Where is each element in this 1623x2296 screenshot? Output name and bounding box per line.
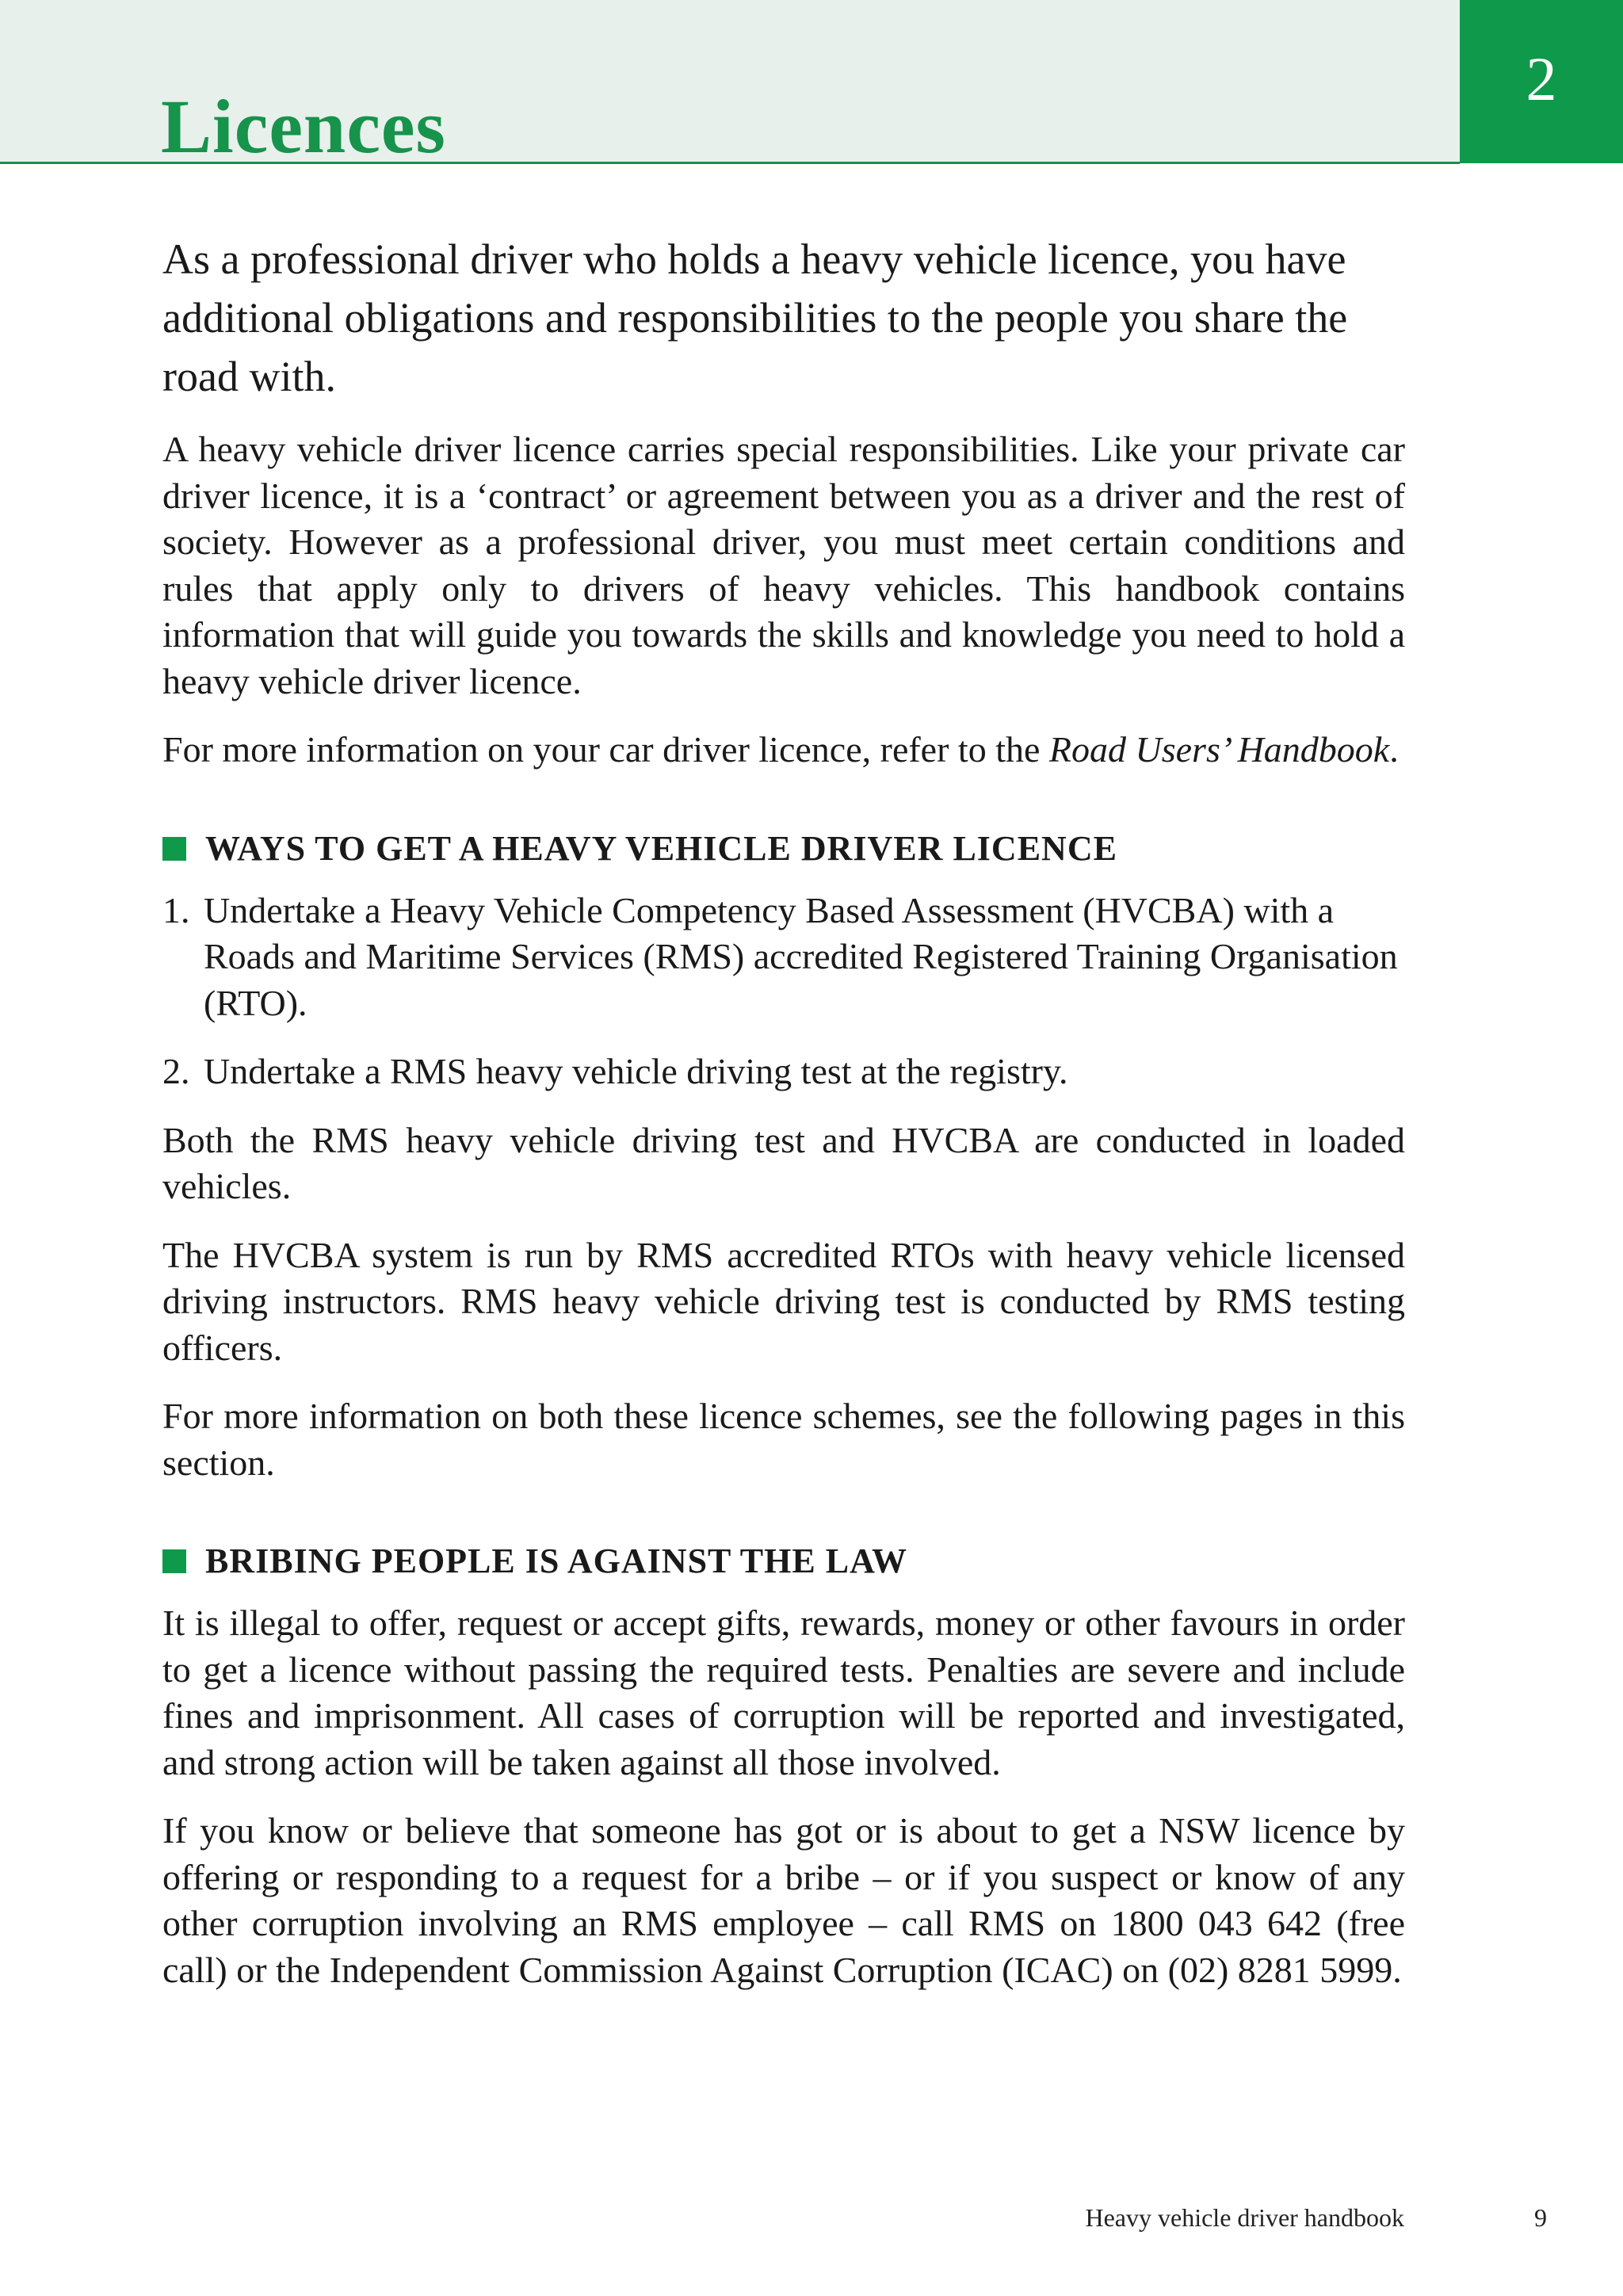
list-item-number: 1. (162, 889, 190, 930)
section-heading-bribing-label: BRIBING PEOPLE IS AGAINST THE LAW (205, 1541, 907, 1580)
ways-paragraph-1: Both the RMS heavy vehicle driving test and HVCBA are conducted in loaded vehicles. (162, 1119, 1405, 1206)
page-title: Licences (161, 84, 446, 169)
list-item-text: Undertake a RMS heavy vehicle driving test at the registry. (204, 1051, 1068, 1091)
bribing-paragraph-1: It is illegal to offer, request or accept gifts, rewards, money or other favours in order to get a licence without passing the required tests. Penalties are severe and include fines and imprisonment. All cases of corruption will be reported and investigated, and strong action will be taken against all those involved. (162, 1603, 1405, 1782)
bribing-paragraph-2: If you know or believe that someone has got or is about to get a NSW licence by offering or responding to a request for a bribe – or if you suspect or know of any other corruption involving an RMS employee – call RMS on 1800 043 642 (free call) or the Independent Commission Against Corruption (ICAC) on (02) 8281 5999. (162, 1810, 1405, 1990)
list-item-number: 2. (162, 1051, 190, 1091)
green-square-bullet-icon (162, 1549, 186, 1573)
green-square-bullet-icon (162, 837, 186, 861)
intro-paragraph-2-suffix: . (1389, 729, 1399, 770)
road-users-handbook-title: Road Users’ Handbook (1048, 729, 1390, 770)
intro-lead: As a professional driver who holds a heavy vehicle licence, you have additional obligations and responsibilities to the people you share the road with. (162, 235, 1348, 400)
intro-paragraph-1: A heavy vehicle driver licence carries special responsibilities. Like your private car driver licence, it is a ‘contract’ or agreement between you as a driver and the rest of society. However as a professional driver, you must meet certain conditions and rules that apply only to drivers of heavy vehicles. This handbook contains information that will guide you towards the skills and knowledge you need to hold a heavy vehicle driver licence. (162, 429, 1405, 701)
list-item (162, 888, 1405, 1027)
intro-paragraph-2 (162, 727, 1405, 774)
ways-paragraph-3: For more information on both these licence schemes, see the following pages in this section. (162, 1396, 1405, 1483)
list-item (162, 1049, 1405, 1095)
footer-handbook-title: Heavy vehicle driver handbook (1085, 2203, 1404, 2232)
footer-page-number: 9 (1534, 2203, 1547, 2232)
section-heading-ways (162, 826, 1405, 872)
section-heading-bribing (162, 1538, 1405, 1584)
ways-paragraph-2: The HVCBA system is run by RMS accredited RTOs with heavy vehicle licensed driving instructors. RMS heavy vehicle driving test is conducted by RMS testing officers. (162, 1234, 1405, 1368)
chapter-number-tab: 2 (1460, 0, 1623, 163)
list-item-text: Undertake a Heavy Vehicle Competency Based Assessment (HVCBA) with a Roads and Maritime Services (RMS) accredited Registered Training Organisation (RTO). (204, 889, 1398, 1023)
page-content (162, 230, 1405, 2015)
section-heading-ways-label: WAYS TO GET A HEAVY VEHICLE DRIVER LICENCE (205, 828, 1117, 868)
intro-paragraph-2-prefix: For more information on your car driver licence, refer to the (162, 729, 1049, 770)
licence-steps-list (162, 888, 1405, 1095)
